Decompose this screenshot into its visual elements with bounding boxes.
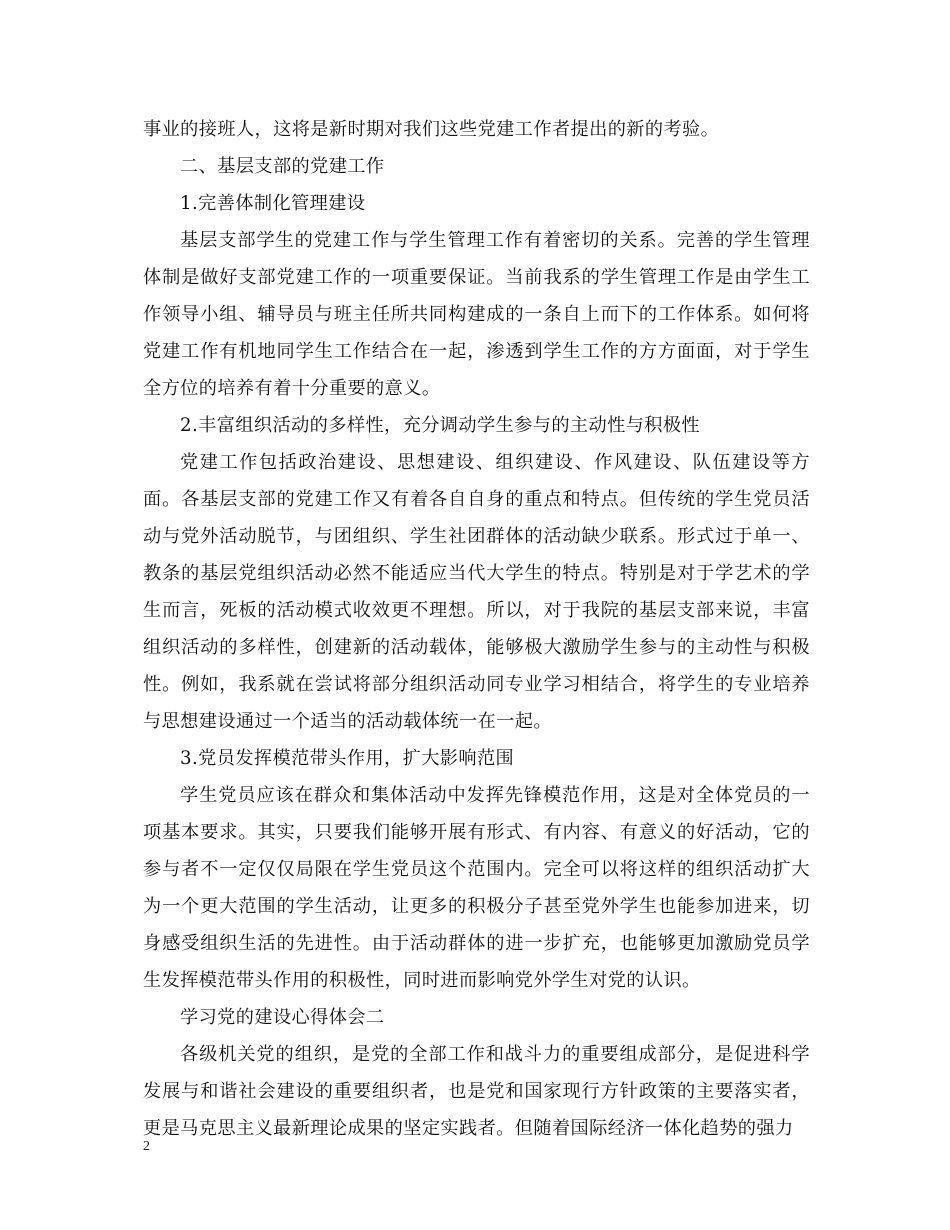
paragraph: 各级机关党的组织，是党的全部工作和战斗力的重要组成部分，是促进科学发展与和谐社会建设的重要组织者，也是党和国家现行方针政策的主要落实者，更是马克思主义最新理论成果的坚定实践者。但随着国际经济一体化趋势的强力 — [143, 1044, 810, 1139]
article-heading: 学习党的建设心得体会二 — [180, 1007, 385, 1028]
paragraph: 学生党员应该在群众和集体活动中发挥先锋模范作用，这是对全体党员的一项基本要求。其实，只要我们能够开展有形式、有内容、有意义的好活动，它的参与者不一定仅仅局限在学生党员这个范围内。完全可以将这样的组织活动扩大为一个更大范围的学生活动，让更多的积极分子甚至党外学生也能参加进来，切身感受组织生活的先进性。由于活动群体的进一步扩充，也能够更加激励党员学生发挥模范带头作用的积极性，同时进而影响党外学生对党的认识。 — [143, 785, 810, 991]
paragraph: 基层支部学生的党建工作与学生管理工作有着密切的关系。完善的学生管理体制是做好支部党建工作的一项重要保证。当前我系的学生管理工作是由学生工作领导小组、辅导员与班主任所共同构建成的一条自上而下的工作体系。如何将党建工作有机地同学生工作结合在一起，渗透到学生工作的方方面面，对于学生全方位的培养有着十分重要的意义。 — [143, 230, 810, 399]
page-number: 2 — [143, 1139, 150, 1154]
subsection-heading: 3.党员发挥模范带头作用，扩大影响范围 — [180, 748, 515, 769]
paragraph-continuation: 事业的接班人，这将是新时期对我们这些党建工作者提出的新的考验。 — [143, 119, 720, 140]
subsection-heading: 1.完善体制化管理建设 — [180, 193, 366, 214]
subsection-heading: 2.丰富组织活动的多样性，充分调动学生参与的主动性与积极性 — [180, 415, 701, 436]
document-body — [143, 111, 810, 1147]
section-heading: 二、基层支部的党建工作 — [180, 156, 385, 177]
paragraph: 党建工作包括政治建设、思想建设、组织建设、作风建设、队伍建设等方面。各基层支部的党建工作又有着各自自身的重点和特点。但传统的学生党员活动与党外活动脱节，与团组织、学生社团群体的活动缺少联系。形式过于单一、教条的基层党组织活动必然不能适应当代大学生的特点。特别是对于学艺术的学生而言，死板的活动模式收效更不理想。所以，对于我院的基层支部来说，丰富组织活动的多样性，创建新的活动载体，能够极大激励学生参与的主动性与积极性。例如，我系就在尝试将部分组织活动同专业学习相结合，将学生的专业培养与思想建设通过一个适当的活动载体统一在一起。 — [143, 452, 810, 732]
